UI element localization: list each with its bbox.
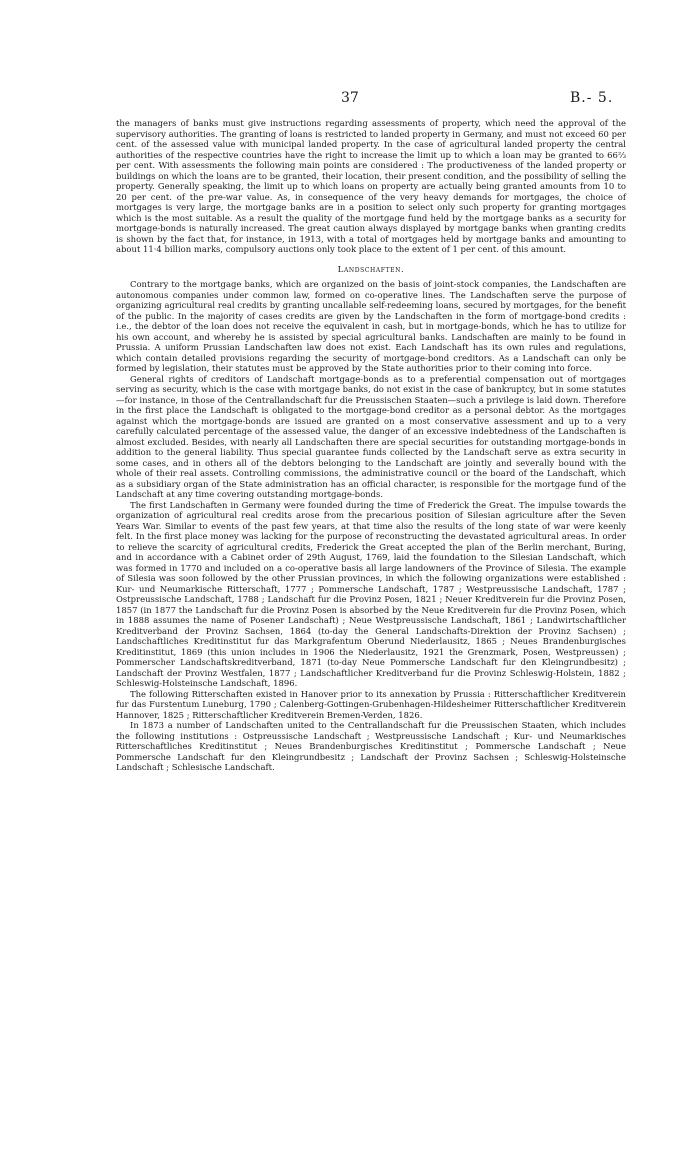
paragraph-mortgage-banks: the managers of banks must give instructions regarding assessments of property, which need the approval of the supervisory authorities. The granting of loans is restricted to landed property in Germany, and must not exceed 60 per cent. of the assessed value with municipal landed property. In the case of agricultural landed property the central authorities of the respective countries have the right to increase the limit up to which a loan may be granted to 66⅔ per cent. With assessments the following main points are considered : The productiveness of the landed property or buildings on which the loans are to be granted, their location, their present condition, and the possibility of selling the property. Generally speaking, the limit up to which loans on property are actually being granted amounts from 10 to 20 per cent. of the pre-war value. As, in consequence of the very heavy demands for mortgages, the choice of mortgages is very large, the mortgage banks are in a position to select only such property for granting mortgages which is the most suitable. As a result the quality of the mortgage fund held by the mortgage banks as a security for mortgage-bonds is naturally increased. The great caution always displayed by mortgage banks when granting credits is shown by the fact that, for instance, in 1913, with a total of mortgages held by mortgage banks and amounting to about 11·4 billion marks, compulsory auctions only took place to the extent of 1 per cent. of this amount. (116, 118, 626, 254)
paragraph-centrallandschaft: In 1873 a number of Landschaften united to the Centrallandschaft fur die Preussischen Staaten, which includes the following institutions : Ostpreussische Landschaft ; Westpreussische Landschaft ; Kur- und Neumarkisches Ritterschaftliches Kreditinstitut ; Neues Brandenburgisches Kreditinstitut ; Pommersche Landschaft ; Neue Pommersche Landschaft fur den Kleingrundbesitz ; Landschaft der Provinz Sachsen ; Schleswig-Holsteinsche Landschaft ; Schlesische Landschaft. (116, 720, 626, 772)
section-heading: Landschaften. (337, 264, 405, 275)
document-reference: B.- 5. (570, 90, 614, 106)
paragraph-creditor-rights: General rights of creditors of Landschaft mortgage-bonds as to a preferential compensation out of mortgages serving as security, which is the case with mortgage banks, do not exist in the case of bankruptcy, but in some statutes—for instance, in those of the Centrallandschaft fur die Preussischen Staaten—such a privilege is laid down. Therefore in the first place the Landschaft is obligated to the mortgage-bond creditor as a personal debtor. As the mortgages against which the mortgage-bonds are issued are granted on a most conservative assessment and up to a very carefully calculated percentage of the assessed value, the danger of an excessive indebtedness of the Landschaften is almost excluded. Besides, with nearly all Landschaften there are special securities for outstanding mortgage-bonds in addition to the general liability. Thus special guarantee funds collected by the Landschaft serve as extra security in some cases, and in others all of the debtors belonging to the Landschaft are jointly and severally bound with the whole of their real assets. Controlling commissions, the administrative council or the board of the Landschaft, which as a subsidiary organ of the State administration has an official character, is responsible for the mortgage fund of the Landschaft at any time covering outstanding mortgage-bonds. (116, 373, 626, 499)
body-text (116, 118, 626, 773)
paragraph-history: The first Landschaften in Germany were founded during the time of Frederick the Great. The impulse towards the organization of agricultural real credits arose from the precarious position of Silesian agriculture after the Seven Years War. Similar to events of the past few years, at that time also the results of the long state of war were keenly felt. In the first place money was lacking for the purpose of reconstructing the devastated agricultural areas. In order to relieve the scarcity of agricultural credits, Frederick the Great accepted the plan of the Berlin merchant, Buring, and in accordance with a Cabinet order of 29th August, 1769, laid the foundation to the Silesian Landschaft, which was formed in 1770 and included on a co-operative basis all large landowners of the Province of Silesia. The example of Silesia was soon followed by the other Prussian provinces, in which the following organizations were established : Kur- und Neumarkische Ritterschaft, 1777 ; Pommersche Landschaft, 1787 ; Westpreussische Landschaft, 1787 ; Ostpreussische Landschaft, 1788 ; Landschaft fur die Provinz Posen, 1821 ; Neuer Kreditverein fur die Provinz Posen, 1857 (in 1877 the Landschaft fur die Provinz Posen is absorbed by the Neue Kreditverein fur die Provinz Posen, which in 1888 assumes the name of Posener Landschaft) ; Neue Westpreussische Landschaft, 1861 ; Landwirtschaftlicher Kreditverband der Provinz Sachsen, 1864 (to-day the General Landschafts-Direktion der Provinz Sachsen) ; Landschaftliches Kreditinstitut fur das Markgrafentum Oberund Niederlausitz, 1865 ; Neues Brandenburgisches Kreditinstitut, 1869 (this union includes in 1906 the Niederlausitz, 1921 the Grenzmark, Posen, Westpreussen) ; Pommerscher Landschaftskreditverband, 1871 (to-day Neue Pommersche Landschaft fur den Kleingrundbesitz) ; Landschaft der Provinz Westfalen, 1877 ; Landschaftlicher Kreditverband fur die Provinz Schleswig-Holstein, 1882 ; Schleswig-Holsteinsche Landschaft, 1896. (116, 499, 626, 688)
paragraph-landschaften-intro: Contrary to the mortgage banks, which are organized on the basis of joint-stock companies, the Landschaften are autonomous companies under common law, formed on co-operative lines. The Landschaften serve the purpose of organizing agricultural real credits by granting uncallable self-redeeming loans, secured by mortgages, for the benefit of the public. In the majority of cases credits are given by the Landschaften in the form of mortgage-bond credits : i.e., the debtor of the loan does not receive the equivalent in cash, but in mortgage-bonds, which he has to utilize for his own account, and whereby he is assisted by special agricultural banks. Landschaften are mainly to be found in Prussia. A uniform Prussian Landschaften law does not exist. Each Landschaft has its own rules and regulations, which contain detailed provisions regarding the security of mortgage-bond creditors. As a Landschaft can only be formed by legislation, their statutes must be approved by the State authorities prior to their coming into force. (116, 279, 626, 373)
page-header (0, 90, 700, 110)
paragraph-ritterschaften: The following Ritterschaften existed in Hanover prior to its annexation by Prussia : Ritterschaftlicher Kreditverein fur das Furstentum Luneburg, 1790 ; Calenberg-Gottingen-Grubenhagen-Hildesheimer Ritterschaftlicher Kreditverein Hannover, 1825 ; Ritterschaftlicher Kreditverein Bremen-Verden, 1826. (116, 688, 626, 720)
page-number: 37 (341, 90, 359, 106)
